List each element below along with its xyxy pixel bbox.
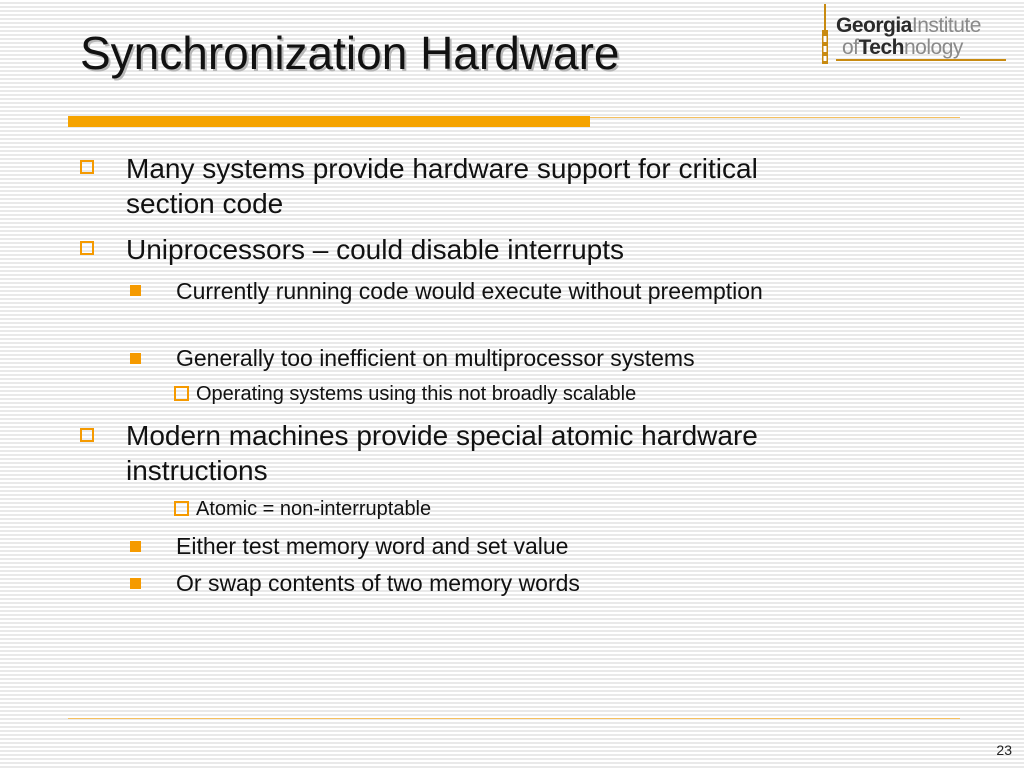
bullet-level2: Currently running code would execute without preemption <box>176 278 763 304</box>
bullet-level2: Generally too inefficient on multiprocessor systems <box>176 345 695 371</box>
footer-rule <box>68 718 960 719</box>
bullet-marker-hollow <box>80 241 94 255</box>
bullet-level1: Uniprocessors – could disable interrupts <box>126 234 625 265</box>
slide-title: Synchronization Hardware <box>80 27 620 79</box>
bullet-marker-filled <box>130 541 141 552</box>
bullet-level3: Atomic = non-interruptable <box>196 498 432 520</box>
bullet-level2: Or swap contents of two memory words <box>176 570 580 596</box>
page-number: 23 <box>996 742 1012 758</box>
logo-georgia: Georgia <box>836 14 912 37</box>
logo-of: of <box>842 36 859 59</box>
logo-institute: Institute <box>911 14 981 37</box>
bullet-marker-hollow <box>80 428 94 442</box>
bullet-level2: Either test memory word and set value <box>176 533 569 559</box>
bullet-level1: Many systems provide hardware support for critical section code <box>126 153 758 219</box>
bullet-level1: Modern machines provide special atomic hardware instructions <box>126 420 758 486</box>
bullet-marker-filled <box>130 353 141 364</box>
bullet-marker-hollow-small <box>174 501 189 516</box>
logo-tech: Tech <box>858 36 904 59</box>
logo-nology: nology <box>903 36 963 59</box>
bullet-marker-hollow <box>80 160 94 174</box>
bullet-level3: Operating systems using this not broadly scalable <box>196 383 637 405</box>
bullet-marker-filled <box>130 578 141 589</box>
bullet-marker-filled <box>130 285 141 296</box>
bullet-marker-hollow-small <box>174 386 189 401</box>
